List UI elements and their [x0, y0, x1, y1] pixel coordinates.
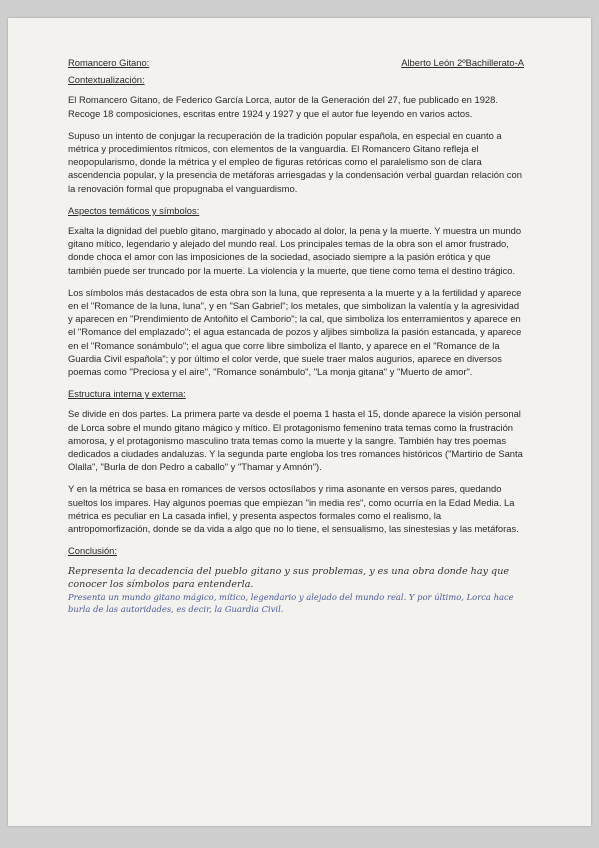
author-info: Alberto León 2ºBachillerato-A — [401, 57, 524, 68]
paragraph-aspectos-2: Los símbolos más destacados de esta obra son la luna, que representa a la muerte y a la fertilidad y aparece en el "Romance de la luna, luna", y en "San Gabriel"; los metales, que simbolizan la valentía y la agresividad y aparecen en "Prendimiento de Antoñito el Camborio"; la cal, que simboliza los enterramientos y aparece en el "Romance del emplazado"; el agua estancada de pozos y aljibes simboliza la pasión estancada, y aparece en el "Romance sonámbulo"; el agua que corre libre simboliza el llanto, y aparece en el "Romance de la Guardia Civil española"; y por último el color verde, que suele traer malos augurios, aparece en diversos poemas como "Preciosa y el aire", "Romance sonámbulo", "La monja gitana" y "Muerto de amor". — [68, 286, 522, 378]
paragraph-estructura-2: Y en la métrica se basa en romances de versos octosílabos y rima asonante en versos pares, quedando sueltos los impares. Hay algunos poemas que empiezan "in media res", como ocurría en la Edad Media. La métrica es peculiar en La casada infiel, y presenta aspectos formales como el realismo, la antropomorfización, donde se da vida a algo que no lo tiene, el sensualismo, las sinestesias y las metáforas. — [68, 483, 519, 535]
heading-contextualizacion: Contextualización: — [68, 74, 145, 86]
document-title: Romancero Gitano: — [68, 57, 150, 68]
heading-conclusion: Conclusión: — [68, 545, 117, 557]
heading-aspectos: Aspectos temáticos y símbolos: — [68, 204, 200, 216]
document-header — [68, 56, 524, 69]
handwritten-conclusion-2: Presenta un mundo gitano mágico, mítico, legendario y alejado del mundo real. Y por último, Lorca hace burla de las autoridades, es decir, la Guardia Civil. — [68, 591, 514, 614]
paragraph-aspectos-1: Exalta la dignidad del pueblo gitano, marginado y abocado al dolor, la pena y la muerte. Y muestra un mundo gitano mítico, legendario y alejado del mundo real. Los principales temas de la obra son el amor frustrado, donde choca el amor con las imposiciones de la sociedad, asociado siempre a la pasión erótica y que también puede ser truncado por la muerte. La violencia y la muerte, que tiene como tema el destino trágico. — [68, 225, 522, 276]
heading-estructura: Estructura interna y externa: — [68, 388, 186, 400]
paper-sheet — [8, 18, 591, 826]
paragraph-contexto-2: Supuso un intento de conjugar la recuperación de la tradición popular española, en especial en cuanto a métrica y procedimientos rítmicos, con elementos de la vanguardia. El Romancero Gitano refleja el neopopularismo, donde la métrica y el empleo de figuras retóricas como el paralelismo son de clara ascendencia popular, y la presencia de metáforas arriesgadas y la condensación verbal guardan relación con la renovación formal que propugnaba el vanguardismo. — [68, 129, 522, 194]
document-body — [68, 56, 524, 615]
handwritten-conclusion-1: Representa la decadencia del pueblo gitano y sus problemas, y es una obra donde hay que conocer los símbolos para entenderla. — [68, 565, 510, 590]
paragraph-estructura-1: Se divide en dos partes. La primera parte va desde el poema 1 hasta el 15, donde aparece la visión personal de Lorca sobre el mundo gitano mágico y mítico. El protagonismo femenino trata temas como la frustración amorosa, y el protagonismo masculino trata temas como la muerte y la sangre. También hay tres poemas dedicados a ciudades andaluzas. Y la segunda parte engloba los tres romances históricos ("Martirio de Santa Olalla", "Burla de don Pedro a caballo" y "Thamar y Amnón"). — [68, 408, 523, 473]
paragraph-contexto-1: El Romancero Gitano, de Federico García Lorca, autor de la Generación del 27, fue publicado en 1928. Recoge 18 composiciones, escritas entre 1924 y 1927 y que el autor fue leyendo en varios actos. — [68, 94, 498, 119]
